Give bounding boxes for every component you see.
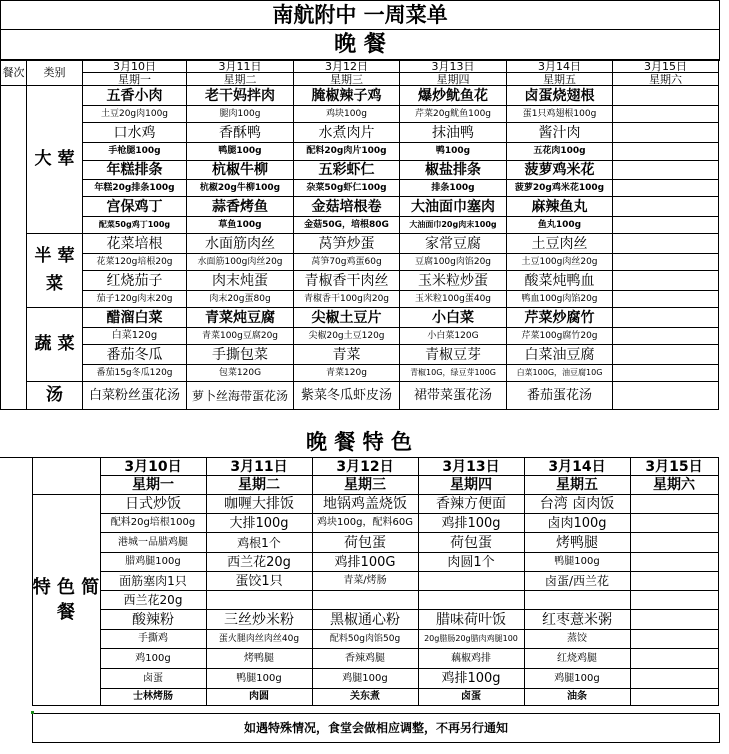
date-header: 3月14日 bbox=[524, 458, 630, 476]
dish-name: 青菜 bbox=[294, 345, 400, 365]
dish-ingredients: 腊鸡腿100g bbox=[100, 553, 206, 572]
dish-name: 香酥鸭 bbox=[187, 123, 294, 143]
dish-ingredients: 排条100g bbox=[400, 180, 507, 197]
dish-ingredients: 尖椒20g土豆120g bbox=[294, 328, 400, 345]
dish-name: 腌椒辣子鸡 bbox=[294, 86, 400, 106]
dish-ingredients bbox=[630, 514, 718, 533]
dish-ingredients: 水面筋100g肉丝20g bbox=[187, 254, 294, 271]
dish-ingredients: 手枪腿100g bbox=[83, 143, 187, 161]
dish-name: 小白菜 bbox=[400, 308, 507, 328]
soup-name: 白菜粉丝蛋花汤 bbox=[83, 382, 187, 410]
dish-name: 荷包蛋 bbox=[312, 533, 418, 553]
weekday-header: 星期五 bbox=[524, 476, 630, 495]
date-header: 3月13日 bbox=[400, 60, 507, 73]
category-special: 特 色 简 餐 bbox=[32, 495, 100, 706]
dish-name: 酸菜炖鸭血 bbox=[507, 271, 613, 291]
dish-ingredients: 小白菜120G bbox=[400, 328, 507, 345]
dish-name bbox=[613, 123, 719, 143]
dish-name: 莴笋炒蛋 bbox=[294, 234, 400, 254]
dish-name: 白菜油豆腐 bbox=[507, 345, 613, 365]
dish-ingredients bbox=[524, 591, 630, 610]
soup-name bbox=[613, 382, 719, 410]
dish-ingredients: 杂菜50g虾仁100g bbox=[294, 180, 400, 197]
dish-ingredients bbox=[613, 217, 719, 234]
dish-name: 水煮肉片 bbox=[294, 123, 400, 143]
dish-ingredients: 卤蛋/西兰花 bbox=[524, 572, 630, 591]
dish-ingredients: 鸭血100g肉馅20g bbox=[507, 291, 613, 308]
dish-ingredients: 大油面巾20g肉末100g bbox=[400, 217, 507, 234]
date-header: 3月11日 bbox=[187, 60, 294, 73]
dish-name bbox=[630, 533, 718, 553]
dish-ingredients: 鱼丸100g bbox=[507, 217, 613, 234]
dish-name: 烤鸭腿 bbox=[524, 533, 630, 553]
dish-name bbox=[630, 689, 718, 706]
dish-ingredients: 西兰花20g bbox=[100, 591, 206, 610]
dish-name bbox=[613, 308, 719, 328]
dish-name: 腊味荷叶饭 bbox=[418, 610, 524, 630]
dish-name: 爆炒鱿鱼花 bbox=[400, 86, 507, 106]
dish-ingredients: 年糕20g排条100g bbox=[83, 180, 187, 197]
dish-name: 玉米粒炒蛋 bbox=[400, 271, 507, 291]
dish-name: 鸡100g bbox=[100, 649, 206, 669]
dish-ingredients: 金菇50G，培根80G bbox=[294, 217, 400, 234]
dish-ingredients: 花菜120g培根20g bbox=[83, 254, 187, 271]
dish-ingredients: 鸭腿100g bbox=[524, 553, 630, 572]
dish-ingredients: 芹菜20g鱿鱼100g bbox=[400, 106, 507, 123]
dish-name: 番茄冬瓜 bbox=[83, 345, 187, 365]
dish-name: 烤鸭腿 bbox=[206, 649, 312, 669]
dish-ingredients: 大排100g bbox=[206, 514, 312, 533]
dish-ingredients: 卤肉100g bbox=[524, 514, 630, 533]
meal-label-cell bbox=[1, 86, 27, 410]
dish-ingredients bbox=[613, 291, 719, 308]
dish-ingredients: 菠萝20g鸡米花100g bbox=[507, 180, 613, 197]
dish-ingredients: 土豆100g肉丝20g bbox=[507, 254, 613, 271]
soup-name: 裙带菜蛋花汤 bbox=[400, 382, 507, 410]
dish-name bbox=[630, 649, 718, 669]
dish-name: 五彩虾仁 bbox=[294, 161, 400, 180]
dish-name: 老干妈拌肉 bbox=[187, 86, 294, 106]
dish-ingredients: 鸡排100G bbox=[312, 553, 418, 572]
dish-name bbox=[613, 197, 719, 217]
weekday-header: 星期四 bbox=[400, 73, 507, 86]
dish-ingredients: 配料50g肉馅50g bbox=[312, 630, 418, 649]
weekday-header: 星期二 bbox=[206, 476, 312, 495]
dish-name: 土豆肉丝 bbox=[507, 234, 613, 254]
dish-name: 醋溜白菜 bbox=[83, 308, 187, 328]
dish-ingredients: 青菜/烤肠 bbox=[312, 572, 418, 591]
dish-name: 藕椒鸡排 bbox=[418, 649, 524, 669]
dish-ingredients bbox=[613, 106, 719, 123]
date-header: 3月12日 bbox=[312, 458, 418, 476]
category-header: 类别 bbox=[27, 60, 83, 86]
weekday-header: 星期六 bbox=[630, 476, 718, 495]
dish-ingredients bbox=[630, 630, 718, 649]
dish-ingredients: 番茄15g冬瓜120g bbox=[83, 365, 187, 382]
dish-name: 红枣薏米粥 bbox=[524, 610, 630, 630]
dish-ingredients: 肉圆1个 bbox=[418, 553, 524, 572]
dish-name: 台湾 卤肉饭 bbox=[524, 495, 630, 514]
dish-name: 香辣方便面 bbox=[418, 495, 524, 514]
date-header: 3月10日 bbox=[83, 60, 187, 73]
dish-name: 水面筋肉丝 bbox=[187, 234, 294, 254]
category-tang: 汤 bbox=[27, 382, 83, 410]
dish-name: 肉末炖蛋 bbox=[187, 271, 294, 291]
date-header: 3月12日 bbox=[294, 60, 400, 73]
dish-name bbox=[630, 495, 718, 514]
left-margin-cell bbox=[0, 458, 32, 706]
dish-ingredients: 配料20g肉片100g bbox=[294, 143, 400, 161]
dish-name bbox=[613, 234, 719, 254]
dish-ingredients: 玉米粒100g蛋40g bbox=[400, 291, 507, 308]
dish-name: 家常豆腐 bbox=[400, 234, 507, 254]
dish-name: 咖喱大排饭 bbox=[206, 495, 312, 514]
weekday-header: 星期一 bbox=[83, 73, 187, 86]
dish-ingredients: 草鱼100g bbox=[187, 217, 294, 234]
dish-ingredients: 芹菜100g腐竹20g bbox=[507, 328, 613, 345]
dinner-menu-table bbox=[0, 59, 719, 410]
dish-ingredients bbox=[312, 591, 418, 610]
weekday-header: 星期二 bbox=[187, 73, 294, 86]
dish-name: 青菜炖豆腐 bbox=[187, 308, 294, 328]
dish-name: 关东煮 bbox=[312, 689, 418, 706]
dish-name bbox=[613, 345, 719, 365]
dish-ingredients: 蒸饺 bbox=[524, 630, 630, 649]
dish-ingredients: 腿肉100g bbox=[187, 106, 294, 123]
weekday-header: 星期六 bbox=[613, 73, 719, 86]
dish-ingredients: 蛋1只鸡翅根100g bbox=[507, 106, 613, 123]
dish-name: 士林烤肠 bbox=[100, 689, 206, 706]
dish-ingredients: 鸭腿100g bbox=[187, 143, 294, 161]
dish-ingredients: 豆腐100g肉馅20g bbox=[400, 254, 507, 271]
date-header: 3月13日 bbox=[418, 458, 524, 476]
dish-name: 三丝炒米粉 bbox=[206, 610, 312, 630]
dish-ingredients: 茄子120g肉末20g bbox=[83, 291, 187, 308]
dish-ingredients bbox=[206, 591, 312, 610]
dish-name: 卤蛋 bbox=[418, 689, 524, 706]
dish-name: 红烧鸡腿 bbox=[524, 649, 630, 669]
weekday-header: 星期三 bbox=[312, 476, 418, 495]
dish-name: 荷包蛋 bbox=[418, 533, 524, 553]
corner-cell bbox=[32, 458, 100, 495]
date-header: 3月14日 bbox=[507, 60, 613, 73]
dish-name: 红烧茄子 bbox=[83, 271, 187, 291]
dish-name: 杭椒牛柳 bbox=[187, 161, 294, 180]
dish-name: 日式炒饭 bbox=[100, 495, 206, 514]
meal-header: 餐次 bbox=[1, 60, 27, 86]
soup-name: 番茄蛋花汤 bbox=[507, 382, 613, 410]
dish-name: 麻辣鱼丸 bbox=[507, 197, 613, 217]
dish-ingredients: 肉末20g蛋80g bbox=[187, 291, 294, 308]
dish-name: 金菇培根卷 bbox=[294, 197, 400, 217]
dish-ingredients: 卤蛋 bbox=[100, 669, 206, 689]
meal-heading: 晚 餐 bbox=[0, 29, 720, 61]
dish-ingredients: 鸡排100g bbox=[418, 514, 524, 533]
dish-ingredients: 青椒10G，绿豆芽100G bbox=[400, 365, 507, 382]
dish-ingredients: 蛋火腿肉丝肉丝40g bbox=[206, 630, 312, 649]
category-ban-hun: 半 荤 菜 bbox=[27, 234, 83, 308]
cell-selection-marker bbox=[31, 711, 34, 714]
dish-name: 抹油鸭 bbox=[400, 123, 507, 143]
dish-name: 青椒香干肉丝 bbox=[294, 271, 400, 291]
dish-name: 青椒豆芽 bbox=[400, 345, 507, 365]
dish-name: 年糕排条 bbox=[83, 161, 187, 180]
dish-ingredients: 手撕鸡 bbox=[100, 630, 206, 649]
weekday-header: 星期五 bbox=[507, 73, 613, 86]
dish-ingredients bbox=[613, 365, 719, 382]
dish-name: 卤蛋烧翅根 bbox=[507, 86, 613, 106]
dish-name bbox=[613, 271, 719, 291]
date-header: 3月15日 bbox=[613, 60, 719, 73]
dish-ingredients bbox=[613, 180, 719, 197]
dish-ingredients: 鸡腿100g bbox=[312, 669, 418, 689]
dish-ingredients bbox=[613, 328, 719, 345]
dish-name: 椒盐排条 bbox=[400, 161, 507, 180]
dish-name: 黑椒通心粉 bbox=[312, 610, 418, 630]
soup-name: 紫菜冬瓜虾皮汤 bbox=[294, 382, 400, 410]
dish-ingredients bbox=[613, 143, 719, 161]
dish-ingredients: 鸡块100g bbox=[294, 106, 400, 123]
dish-name: 芹菜炒腐竹 bbox=[507, 308, 613, 328]
dish-name: 花菜培根 bbox=[83, 234, 187, 254]
dish-ingredients: 青菜100g豆腐20g bbox=[187, 328, 294, 345]
dish-ingredients: 五花肉100g bbox=[507, 143, 613, 161]
dish-ingredients: 鸭100g bbox=[400, 143, 507, 161]
dish-ingredients: 面筋塞肉1只 bbox=[100, 572, 206, 591]
weekday-header: 星期一 bbox=[100, 476, 206, 495]
special-meal-table bbox=[0, 457, 719, 706]
dish-name: 五香小肉 bbox=[83, 86, 187, 106]
dish-ingredients: 20g腊肠20g腊肉鸡腿100 bbox=[418, 630, 524, 649]
dish-name: 鸡根1个 bbox=[206, 533, 312, 553]
dish-ingredients: 配菜50g鸡丁100g bbox=[83, 217, 187, 234]
dish-name bbox=[613, 161, 719, 180]
dish-ingredients: 土豆20g肉100g bbox=[83, 106, 187, 123]
dish-ingredients: 莴笋70g鸡蛋60g bbox=[294, 254, 400, 271]
dish-ingredients bbox=[630, 669, 718, 689]
category-shu-cai: 蔬 菜 bbox=[27, 308, 83, 382]
dish-ingredients: 青菜120g bbox=[294, 365, 400, 382]
dish-ingredients: 蛋饺1只 bbox=[206, 572, 312, 591]
date-header: 3月15日 bbox=[630, 458, 718, 476]
dish-name: 油条 bbox=[524, 689, 630, 706]
dish-ingredients bbox=[630, 572, 718, 591]
dish-name: 港城一品腊鸡腿 bbox=[100, 533, 206, 553]
dish-name: 手撕包菜 bbox=[187, 345, 294, 365]
weekday-header: 星期三 bbox=[294, 73, 400, 86]
soup-name: 萝卜丝海带蛋花汤 bbox=[187, 382, 294, 410]
dish-name: 蒜香烤鱼 bbox=[187, 197, 294, 217]
dish-ingredients bbox=[613, 254, 719, 271]
dish-ingredients: 包菜120G bbox=[187, 365, 294, 382]
special-heading: 晚 餐 特 色 bbox=[306, 430, 412, 454]
dish-ingredients bbox=[630, 591, 718, 610]
page-title: 南航附中 一周菜单 bbox=[0, 0, 720, 29]
dish-ingredients: 青椒香干100g肉20g bbox=[294, 291, 400, 308]
dish-ingredients: 杭椒20g牛柳100g bbox=[187, 180, 294, 197]
date-header: 3月10日 bbox=[100, 458, 206, 476]
weekday-header: 星期四 bbox=[418, 476, 524, 495]
notice-text: 如遇特殊情况，食堂会做相应调整，不再另行通知 bbox=[32, 713, 720, 743]
dish-ingredients: 白菜100G，油豆腐10G bbox=[507, 365, 613, 382]
dish-name bbox=[630, 610, 718, 630]
dish-name: 香辣鸡腿 bbox=[312, 649, 418, 669]
dish-ingredients: 白菜120g bbox=[83, 328, 187, 345]
dish-name bbox=[613, 86, 719, 106]
dish-name: 尖椒土豆片 bbox=[294, 308, 400, 328]
dish-name: 地锅鸡盖烧饭 bbox=[312, 495, 418, 514]
dish-ingredients: 鸭腿100g bbox=[206, 669, 312, 689]
dish-ingredients bbox=[630, 553, 718, 572]
date-header: 3月11日 bbox=[206, 458, 312, 476]
dish-ingredients: 配料20g培根100g bbox=[100, 514, 206, 533]
dish-ingredients bbox=[418, 591, 524, 610]
dish-name: 肉圆 bbox=[206, 689, 312, 706]
dish-name: 口水鸡 bbox=[83, 123, 187, 143]
dish-ingredients: 西兰花20g bbox=[206, 553, 312, 572]
dish-ingredients bbox=[418, 572, 524, 591]
dish-name: 宫保鸡丁 bbox=[83, 197, 187, 217]
dish-ingredients: 鸡腿100g bbox=[524, 669, 630, 689]
dish-name: 大油面巾塞肉 bbox=[400, 197, 507, 217]
dish-name: 菠萝鸡米花 bbox=[507, 161, 613, 180]
dish-ingredients: 鸡块100g，配料60G bbox=[312, 514, 418, 533]
category-da-hun: 大 荤 bbox=[27, 86, 83, 234]
dish-name: 酱汁肉 bbox=[507, 123, 613, 143]
dish-name: 酸辣粉 bbox=[100, 610, 206, 630]
dish-ingredients: 鸡排100g bbox=[418, 669, 524, 689]
